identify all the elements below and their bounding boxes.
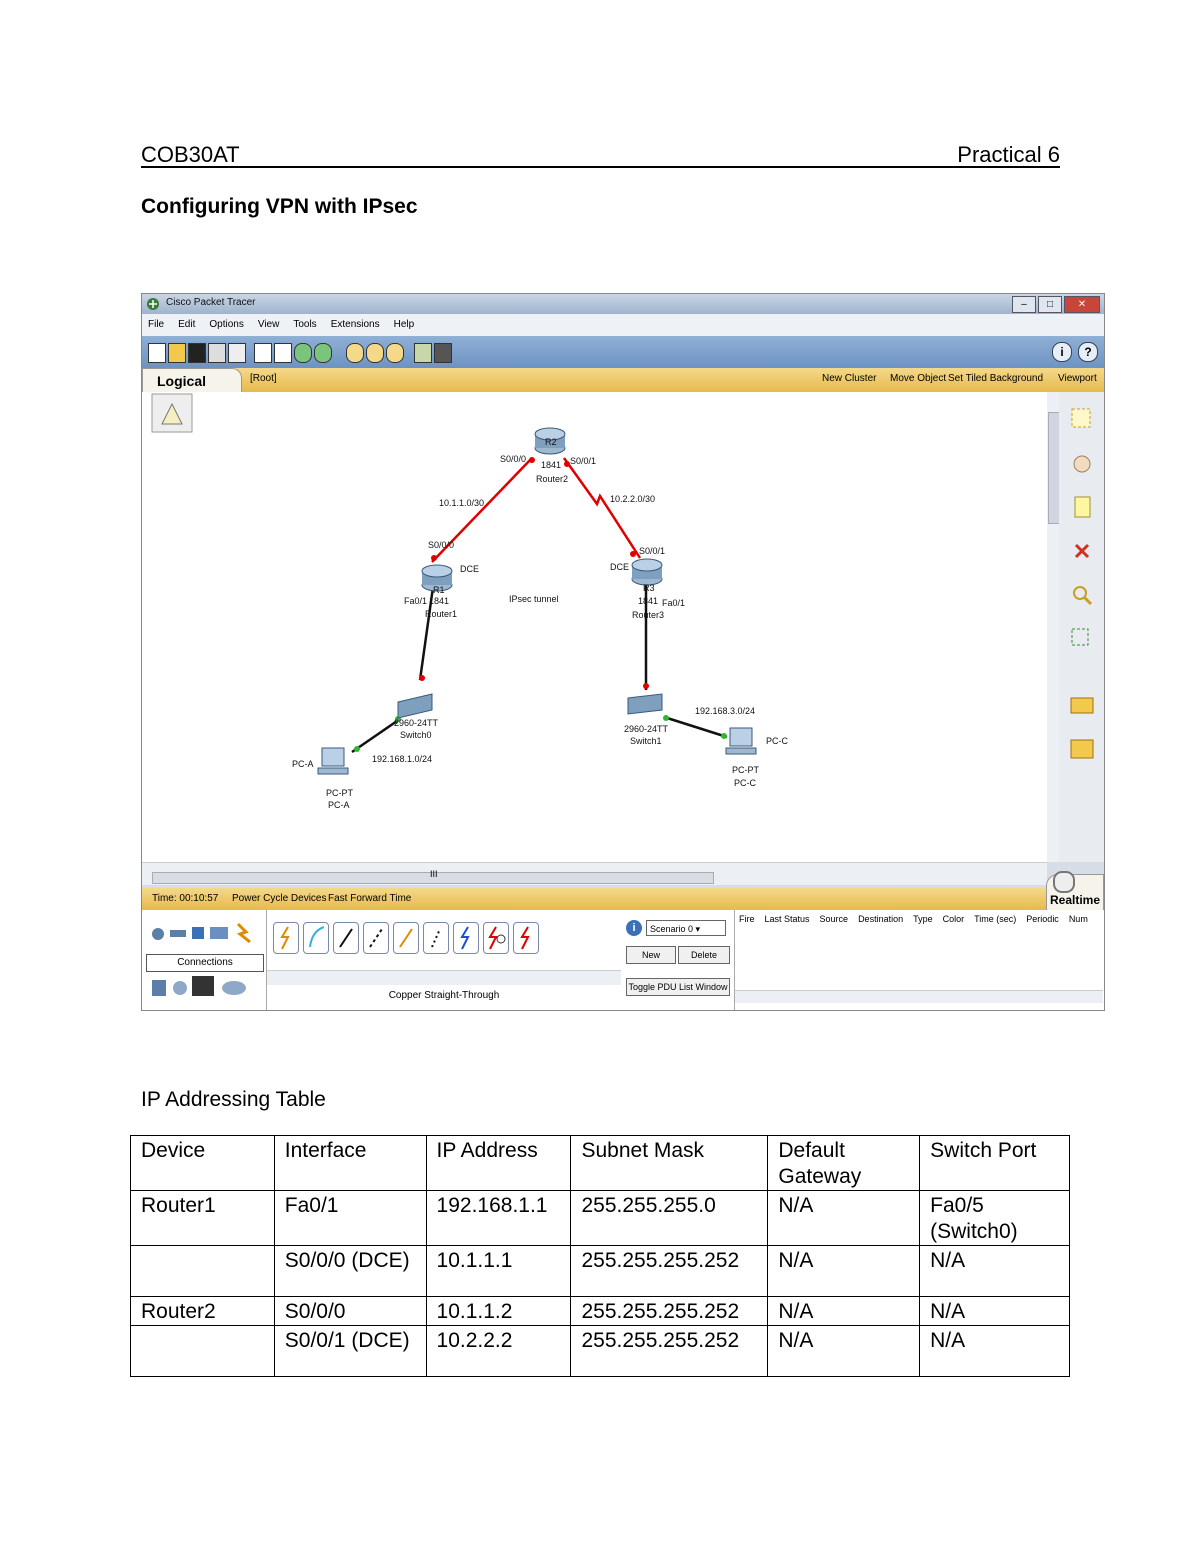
root-label: [Root] [250,373,277,384]
new-scenario-button[interactable]: New [626,946,676,964]
link-left-subnet: 10.1.1.0/30 [439,498,485,508]
switch1-icon[interactable] [628,694,662,714]
cell-switch-port: N/A [920,1326,1070,1377]
info-icon[interactable]: i [1052,342,1072,362]
palette-icon[interactable] [414,343,432,363]
link-sw1-pcc[interactable] [664,717,727,737]
r3-name: R3 [643,583,655,593]
realtime-tab[interactable] [1046,874,1104,912]
event-list-scrollbar[interactable] [735,990,1103,1003]
r3-label: Router3 [632,610,665,620]
r1-dce: DCE [460,564,480,574]
header-interface: Interface [274,1136,426,1191]
workspace-horizontal-scrollbar[interactable]: III [142,862,1047,885]
time-readout: Time: 00:10:57 [152,893,219,904]
set-tiled-background-button[interactable]: Set Tiled Background [948,373,1044,384]
device-category-label: Connections [146,954,264,972]
cell-ip-address: 10.1.1.2 [426,1297,571,1326]
r1-fa-if: Fa0/1 [404,596,428,606]
add-complex-pdu-icon[interactable] [1069,736,1095,762]
r2-label: Router2 [536,474,569,484]
switch0-label: Switch0 [400,730,432,740]
new-cluster-button[interactable]: New Cluster [822,373,877,384]
zoom-in-icon[interactable] [346,343,364,363]
col-time[interactable]: Time (sec) [974,914,1017,924]
connections-category-icon[interactable] [238,924,250,942]
course-code: COB30AT [141,142,240,167]
header-device: Device [131,1136,275,1191]
viewport-button[interactable]: Viewport [1058,373,1097,384]
cell-default-gateway: N/A [768,1191,920,1246]
lan-left-subnet: 192.168.1.0/24 [372,754,433,764]
r3-model: 1841 [638,596,659,606]
table-row [131,1191,1070,1246]
auto-connection-icon[interactable] [273,922,299,954]
menu-help[interactable]: Help [393,319,415,330]
cell-device [131,1246,275,1297]
menu-extensions[interactable]: Extensions [330,319,380,330]
topology-diagram [142,392,1047,862]
add-simple-pdu-icon[interactable] [1069,692,1095,718]
r1-serial-if: S0/0/0 [428,540,455,550]
ipsec-tunnel-label: IPsec tunnel [509,594,559,604]
time-status-bar [142,888,1104,910]
pc-c-icon[interactable] [726,728,756,754]
switch0-model: 2960-24TT [394,718,439,728]
custom-devices-icon[interactable] [192,976,214,996]
pdu-event-list [734,910,1103,1010]
paste-icon[interactable] [274,343,292,363]
cable-caption: Copper Straight-Through [388,990,500,1001]
activity-wizard-icon[interactable] [228,343,246,363]
col-num[interactable]: Num [1068,914,1088,924]
page-header [141,142,1060,168]
window-controls [1012,296,1100,313]
document-title: Configuring VPN with IPsec [141,195,418,218]
straight-through-cable-icon[interactable] [333,922,359,954]
ip-addressing-table [130,1135,1070,1377]
table-row [131,1297,1070,1326]
switch1-label: Switch1 [630,736,662,746]
cell-subnet-mask: 255.255.255.252 [571,1246,768,1297]
menu-edit[interactable]: Edit [178,319,196,330]
cell-ip-address: 10.2.2.2 [426,1326,571,1377]
router3-icon[interactable] [632,559,662,585]
cell-ip-address: 192.168.1.1 [426,1191,571,1246]
toggle-pdu-list-button[interactable]: Toggle PDU List Window [626,978,730,996]
link-right-subnet: 10.2.2.0/30 [610,494,656,504]
r2-model: 1841 [541,460,562,470]
r3-fa-if: Fa0/1 [662,598,686,608]
crossover-cable-icon[interactable] [363,922,389,954]
zoom-reset-icon[interactable] [366,343,384,363]
logical-workspace[interactable] [142,392,1047,862]
cable-scrollbar[interactable] [267,970,621,985]
help-icon[interactable]: ? [1078,342,1098,362]
table-row [131,1326,1070,1377]
hubs-category-icon[interactable] [192,927,204,939]
pc-a-icon[interactable] [318,748,348,774]
copy-icon[interactable] [254,343,272,363]
r2-if-right: S0/0/1 [570,456,597,466]
window-titlebar [142,294,1104,314]
cell-device: Router2 [131,1297,275,1326]
cell-ip-address: 10.1.1.1 [426,1246,571,1297]
r1-model: 1841 [429,596,450,606]
header-switch-port: Switch Port [920,1136,1070,1191]
table-caption: IP Addressing Table [141,1088,326,1111]
multiuser-icon[interactable] [222,981,246,995]
col-fire[interactable]: Fire [739,914,755,924]
menu-bar [142,314,1104,336]
col-type[interactable]: Type [913,914,933,924]
select-icon[interactable] [1069,406,1095,432]
serial-dce-cable-icon[interactable] [483,922,509,954]
scenario-panel [624,910,732,1010]
console-cable-icon[interactable] [303,922,329,954]
col-last-status[interactable]: Last Status [764,914,810,924]
cell-default-gateway: N/A [768,1297,920,1326]
cell-switch-port: N/A [920,1246,1070,1297]
power-cycle-button[interactable]: Power Cycle Devices [232,893,327,904]
zoom-out-icon[interactable] [386,343,404,363]
clock-icon [1053,871,1075,893]
pc-a-label: PC-A [328,800,350,810]
new-file-icon[interactable] [148,343,166,363]
cell-switch-port: Fa0/5 (Switch0) [920,1191,1070,1246]
col-source[interactable]: Source [819,914,849,924]
wan-emulation-icon[interactable] [173,981,187,995]
note-icon[interactable] [1069,494,1095,520]
header-ip-address: IP Address [426,1136,571,1191]
table-header-row [131,1136,1070,1191]
cell-interface: S0/0/0 (DCE) [274,1246,426,1297]
r2-name: R2 [545,437,557,447]
app-icon [146,297,160,311]
link-r2-r3[interactable] [564,458,640,558]
practical-number: Practical 6 [957,142,1060,167]
r2-if-left: S0/0/0 [500,454,527,464]
switch0-icon[interactable] [398,694,432,718]
end-devices-icon[interactable] [152,980,166,996]
inspect-icon[interactable] [1069,582,1095,608]
resize-shape-icon[interactable] [1069,626,1095,652]
cell-interface: S0/0/1 (DCE) [274,1326,426,1377]
r1-name: R1 [433,585,445,595]
event-list-header [735,910,1103,928]
r1-label: Router1 [425,609,458,619]
pc-c-side-label: PC-C [766,736,788,746]
cell-subnet-mask: 255.255.255.252 [571,1326,768,1377]
pc-a-side-label: PC-A [292,759,314,769]
workspace-vertical-scrollbar[interactable] [1047,392,1059,862]
pc-c-label: PC-C [734,778,756,788]
save-icon[interactable] [188,343,206,363]
menu-options[interactable]: Options [209,319,244,330]
print-icon[interactable] [208,343,226,363]
header-subnet-mask: Subnet Mask [571,1136,768,1191]
cable-type-panel [266,910,621,1010]
workspace-bar [142,368,1104,392]
hand-move-icon[interactable] [1069,450,1095,476]
device-type-panel [146,910,262,1010]
fiber-cable-icon[interactable] [393,922,419,954]
menu-tools[interactable]: Tools [293,319,317,330]
menu-view[interactable]: View [257,319,280,330]
pc-c-type: PC-PT [732,765,759,775]
link-r1-sw0[interactable] [420,580,434,680]
delete-scenario-button[interactable]: Delete [678,946,730,964]
col-color[interactable]: Color [942,914,965,924]
move-object-button[interactable]: Move Object [890,373,947,384]
cell-device [131,1326,275,1377]
pc-a-type: PC-PT [326,788,353,798]
logical-tab-label: Logical [157,373,207,389]
help-buttons [1052,342,1098,362]
scenario-value: Scenario 0 [650,924,694,934]
cell-interface: S0/0/0 [274,1297,426,1326]
delete-icon[interactable] [1069,538,1095,564]
window-title: Cisco Packet Tracer [166,297,256,308]
cell-subnet-mask: 255.255.255.0 [571,1191,768,1246]
cell-device: Router1 [131,1191,275,1246]
wireless-category-icon[interactable] [210,927,228,939]
fast-forward-button[interactable]: Fast Forward Time [328,893,412,904]
routers-category-icon[interactable] [152,928,164,940]
serial-dte-cable-icon[interactable] [513,922,539,954]
open-folder-icon[interactable] [168,343,186,363]
undo-icon[interactable] [294,343,312,363]
col-periodic[interactable]: Periodic [1026,914,1059,924]
custom-device-icon[interactable] [434,343,452,363]
main-toolbar [142,336,1104,368]
r3-dce: DCE [610,562,630,572]
r3-serial-if: S0/0/1 [639,546,666,556]
menu-file[interactable]: File [148,319,165,330]
cell-subnet-mask: 255.255.255.252 [571,1297,768,1326]
minimize-button[interactable]: – [1012,296,1036,313]
bottom-panel [142,910,1104,1010]
header-default-gateway: Default Gateway [768,1136,920,1191]
cell-interface: Fa0/1 [274,1191,426,1246]
switch1-model: 2960-24TT [624,724,669,734]
switches-category-icon[interactable] [170,930,186,937]
col-destination[interactable]: Destination [858,914,904,924]
cell-default-gateway: N/A [768,1246,920,1297]
lan-right-subnet: 192.168.3.0/24 [695,706,756,716]
redo-icon[interactable] [314,343,332,363]
packet-tracer-screenshot [141,293,1105,1011]
close-button[interactable]: ✕ [1064,296,1100,313]
common-tools-bar [1059,392,1104,862]
table-row [131,1246,1070,1297]
phone-cable-icon[interactable] [423,922,449,954]
cell-default-gateway: N/A [768,1326,920,1377]
maximize-button[interactable]: □ [1038,296,1062,313]
scenario-info-icon[interactable]: i [626,920,642,936]
cell-switch-port: N/A [920,1297,1070,1326]
scenario-select[interactable]: Scenario 0 ▾ [646,920,726,936]
coaxial-cable-icon[interactable] [453,922,479,954]
realtime-label: Realtime [1049,893,1101,907]
